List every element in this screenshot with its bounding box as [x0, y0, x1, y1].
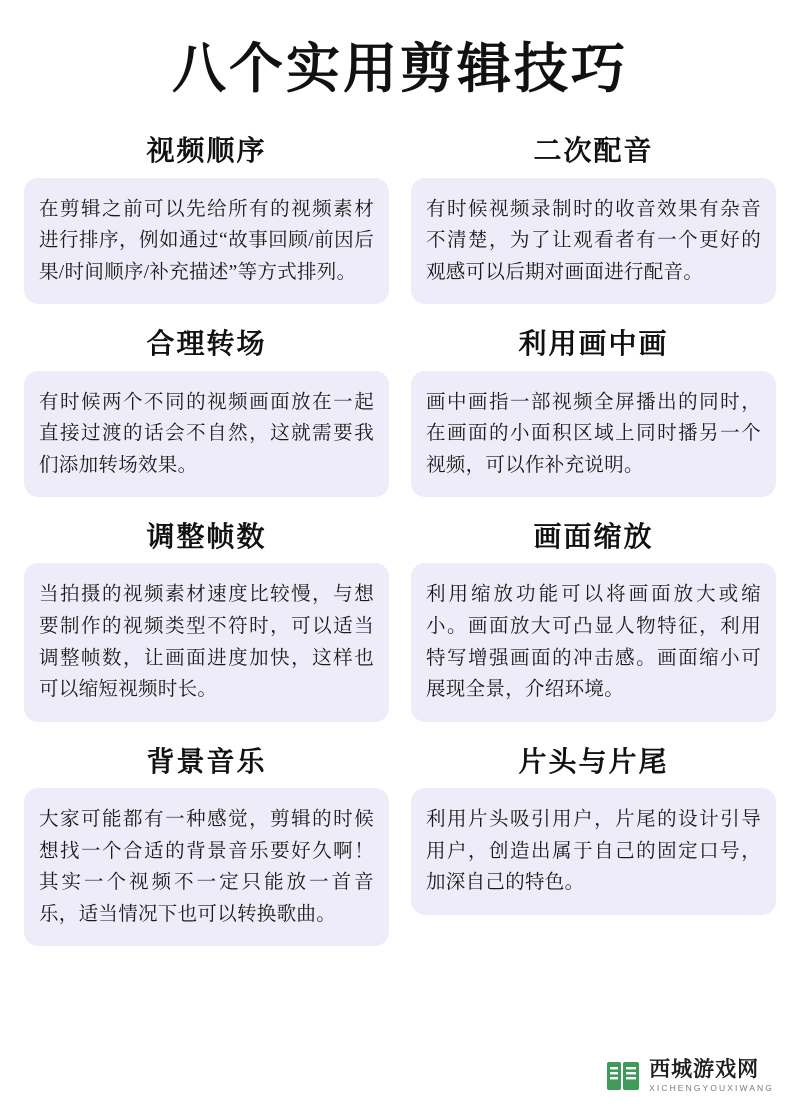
tip-body: 利用片头吸引用户，片尾的设计引导用户，创造出属于自己的固定口号，加深自己的特色。 — [411, 788, 776, 915]
tip-card — [24, 736, 389, 947]
tip-body: 大家可能都有一种感觉，剪辑的时候想找一个合适的背景音乐要好久啊！其实一个视频不一定只能放一首音乐，适当情况下也可以转换歌曲。 — [24, 788, 389, 946]
tip-title: 利用画中画 — [518, 328, 669, 360]
tip-title: 合理转场 — [146, 328, 267, 360]
tips-grid — [24, 125, 776, 960]
tip-card — [24, 511, 389, 722]
left-column — [24, 125, 389, 960]
right-column — [411, 125, 776, 960]
tip-title: 背景音乐 — [146, 745, 267, 777]
tip-body: 有时候视频录制时的收音效果有杂音不清楚，为了让观看者有一个更好的观感可以后期对画面进行配音。 — [411, 178, 776, 305]
tip-body: 当拍摄的视频素材速度比较慢，与想要制作的视频类型不符时，可以适当调整帧数，让画面进度加快，这样也可以缩短视频时长。 — [24, 563, 389, 721]
tip-body: 利用缩放功能可以将画面放大或缩小。画面放大可凸显人物特征，利用特写增强画面的冲击感。画面缩小可展现全景，介绍环境。 — [411, 563, 776, 721]
watermark-text — [649, 1059, 774, 1093]
tip-card — [24, 125, 389, 304]
tip-title: 视频顺序 — [146, 135, 267, 167]
tip-title: 二次配音 — [533, 135, 654, 167]
watermark — [606, 1059, 774, 1093]
watermark-subtitle: XICHENGYOUXIWANG — [649, 1083, 774, 1094]
tip-card — [411, 125, 776, 304]
page-title: 八个实用剪辑技巧 — [172, 39, 628, 99]
book-logo-icon — [606, 1059, 640, 1093]
tip-body: 有时候两个不同的视频画面放在一起直接过渡的话会不自然，这就需要我们添加转场效果。 — [24, 371, 389, 498]
tip-title: 调整帧数 — [146, 521, 267, 553]
tip-title: 片头与片尾 — [518, 745, 669, 777]
tip-title: 画面缩放 — [533, 521, 654, 553]
tip-card — [411, 511, 776, 722]
tip-card — [411, 318, 776, 497]
tip-card — [24, 318, 389, 497]
tip-card — [411, 736, 776, 915]
poster-page — [0, 40, 800, 1107]
watermark-name: 西城游戏网 — [649, 1058, 760, 1082]
tip-body: 在剪辑之前可以先给所有的视频素材进行排序，例如通过“故事回顾/前因后果/时间顺序/补充描述”等方式排列。 — [24, 178, 389, 305]
tip-body: 画中画指一部视频全屏播出的同时，在画面的小面积区域上同时播另一个视频，可以作补充说明。 — [411, 371, 776, 498]
